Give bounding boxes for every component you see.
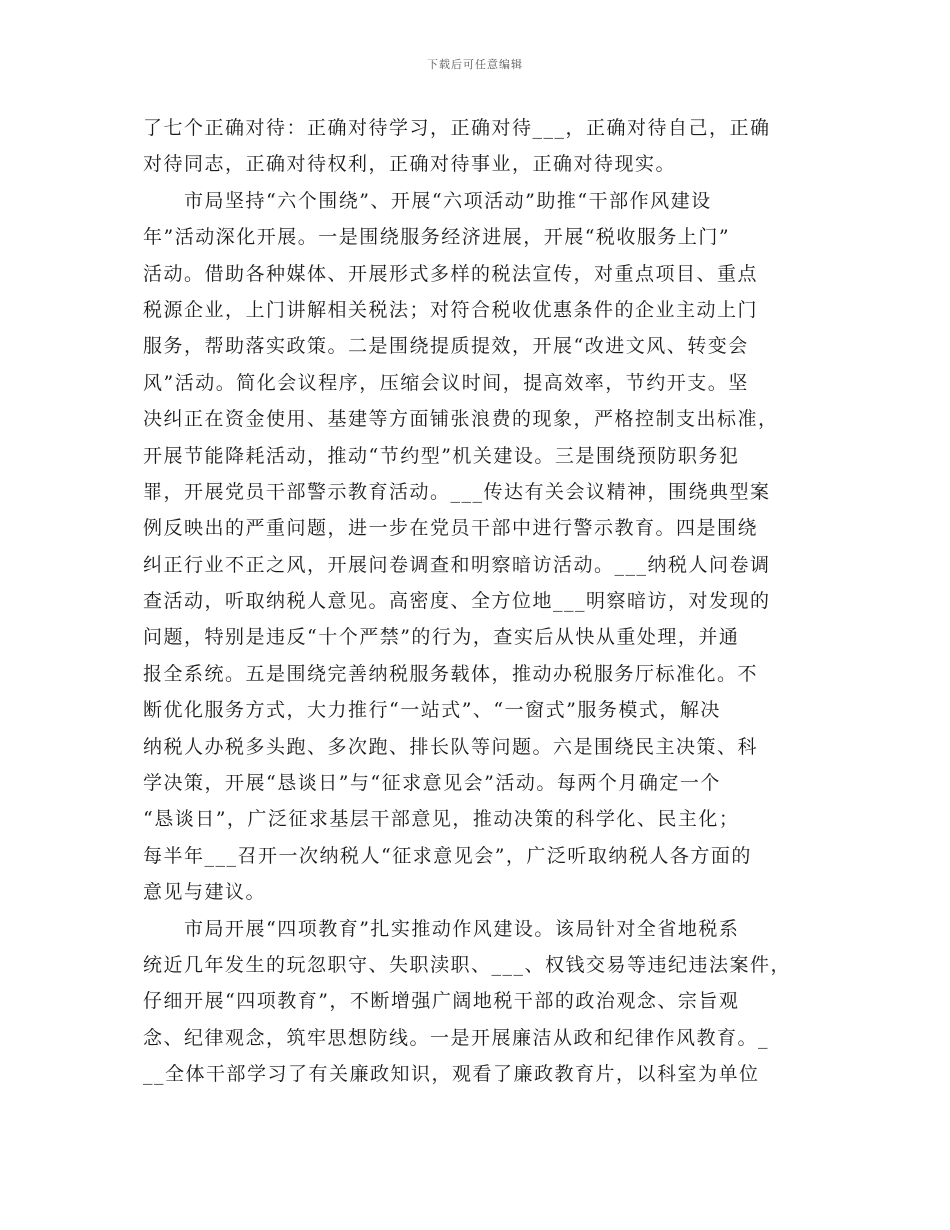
text-line: 市局开展“四项教育”扎实推动作风建设。该局针对全省地税系: [143, 917, 740, 940]
text-line: 学决策，开展“恳谈日”与“征求意见会”活动。每两个月确定一个: [143, 772, 721, 795]
text-line: 报全系统。五是围绕完善纳税服务载体，推动办税服务厅标准化。不: [143, 662, 759, 685]
text-line: 活动。借助各种媒体、开展形式多样的税法宣传，对重点项目、重点: [143, 262, 759, 285]
text-line: 税源企业，上门讲解相关税法；对符合税收优惠条件的企业主动上门: [143, 298, 759, 321]
text-line: 罪，开展党员干部警示教育活动。___传达有关会议精神，围绕典型案: [143, 480, 771, 503]
text-line: 仔细开展“四项教育”，不断增强广阔地税干部的政治观念、宗旨观: [143, 990, 740, 1013]
text-line: 问题，特别是违反“十个严禁”的行为，查实后从快从重处理，并通: [143, 626, 740, 649]
text-line: “恳谈日”，广泛征求基层干部意见，推动决策的科学化、民主化；: [143, 808, 740, 831]
text-line: __全体干部学习了有关廉政知识，观看了廉政教育片，以科室为单位: [143, 1063, 760, 1086]
text-line: 意见与建议。: [143, 881, 267, 904]
text-line: 年”活动深化开展。一是围绕服务经济进展，开展“税收服务上门”: [143, 226, 731, 249]
text-line: 例反映出的严重问题，进一步在党员干部中进行警示教育。四是围绕: [143, 517, 759, 540]
text-line: 念、纪律观念，筑牢思想防线。一是开展廉洁从政和纪律作风教育。_: [143, 1026, 770, 1049]
text-line: 每半年___召开一次纳税人“征求意见会”，广泛听取纳税人各方面的: [143, 844, 752, 867]
text-line: 风”活动。简化会议程序，压缩会议时间，提高效率，节约开支。坚: [143, 371, 749, 394]
text-line: 纳税人办税多头跑、多次跑、排长队等问题。六是围绕民主决策、科: [143, 735, 759, 758]
text-line: 查活动，听取纳税人意见。高密度、全方位地___明察暗访，对发现的: [143, 590, 771, 613]
text-line: 市局坚持“六个围绕”、开展“六项活动”助推“干部作风建设: [143, 189, 712, 212]
text-line: 断优化服务方式，大力推行“一站式”、“一窗式”服务模式，解决: [143, 699, 721, 722]
text-line: 纠正行业不正之风，开展问卷调查和明察暗访活动。___纳税人问卷调: [143, 553, 771, 576]
text-line: 了七个正确对待：正确对待学习，正确对待___，正确对待自己，正确: [143, 117, 771, 139]
header-note: 下载后可任意编辑: [427, 58, 523, 71]
text-line: 开展节能降耗活动，推动“节约型”机关建设。三是围绕预防职务犯: [143, 444, 740, 467]
document-body: [143, 110, 808, 1093]
text-line: 统近几年发生的玩忽职守、失职渎职、___、权钱交易等违纪违法案件，: [143, 953, 792, 976]
text-line: 决纠正在资金使用、基建等方面铺张浪费的现象，严格控制支出标准，: [143, 408, 779, 431]
text-line: 服务，帮助落实政策。二是围绕提质提效，开展“改进文风、转变会: [143, 335, 749, 358]
text-line: 对待同志，正确对待权利，正确对待事业，正确对待现实。: [143, 153, 677, 176]
